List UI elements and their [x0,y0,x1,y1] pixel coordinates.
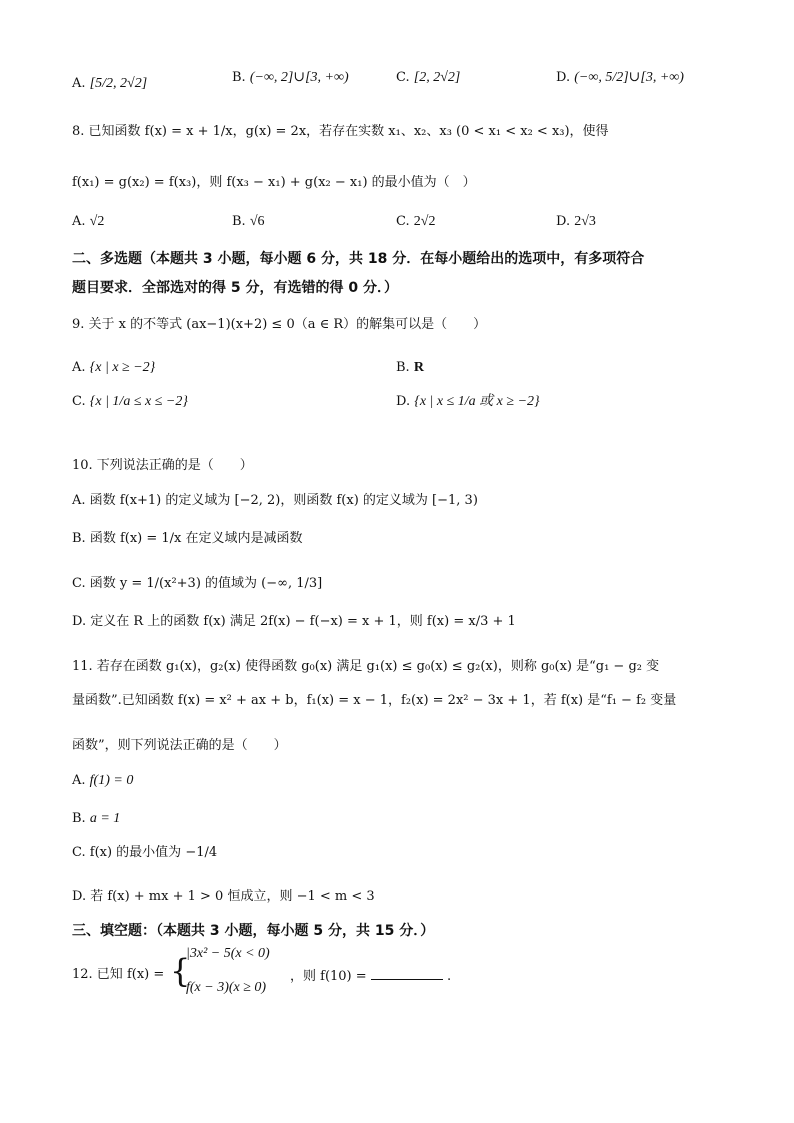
section-heading: 二、多选题（本题共 3 小题，每小题 6 分，共 18 分．在每小题给出的选项中，有多项符合 [72,251,645,267]
option-label: C. [72,576,86,591]
option-label: A. [72,493,86,508]
q11-option-c [72,843,734,863]
section-heading: 题目要求．全部选对的得 5 分，有选错的得 0 分．） [72,280,398,296]
option-label: B. [396,360,410,375]
option-label: D. [396,394,411,409]
option-expr: [2, 2√2] [413,70,461,85]
q10-option-a [72,491,734,511]
option-text: 函数 f(x+1) 的定义域为 [−2, 2)，则函数 f(x) 的定义域为 [−1, 3) [89,493,478,508]
q11-option-b [72,809,734,829]
option-label: B. [232,70,246,85]
option-label: D. [556,214,571,229]
q9-option-c [72,392,188,412]
option-expr: √6 [249,214,265,229]
option-label: C. [72,394,86,409]
q11-stem-line2: 量函数”.已知函数 f(x) = x² + ax + b，f₁(x) = x − 1，f₂(x) = 2x² − 3x + 1，若 f(x) 是“f₁ − f₂ 变量 [72,693,677,708]
option-expr: 2√2 [413,214,436,229]
q10-option-b [72,529,734,549]
option-label: D. [72,889,87,904]
q12-case2 [186,978,266,998]
q10-option-c [72,574,734,594]
q7-option-c [396,68,460,88]
option-label: C. [396,70,410,85]
option-expr: 2√3 [574,214,596,229]
q12-suffix [290,965,451,987]
q8-option-d [556,212,596,232]
q9-option-d [396,392,540,412]
q9-option-b [396,358,424,378]
q8-option-c [396,212,435,232]
q7-option-d [556,68,684,88]
period: . [446,969,452,984]
option-text: 若 f(x) + mx + 1 > 0 恒成立，则 −1 < m < 3 [90,889,375,904]
q10-stem: 10. 下列说法正确的是（ ） [72,458,253,473]
answer-blank[interactable] [371,965,443,980]
option-text: 定义在 R 上的函数 f(x) 满足 2f(x) − f(−x) = x + 1，则 f(x) = x/3 + 1 [90,614,516,629]
option-expr: [5/2, 2√2] [89,76,148,91]
q8-stem-line2: f(x₁) = g(x₂) = f(x₃)，则 f(x₃ − x₁) + g(x₂ − x₁) 的最小值为（ ） [72,175,476,190]
section2-heading-line1 [72,249,734,269]
option-text: 函数 y = 1/(x²+3) 的值域为 (−∞, 1/3] [89,576,323,591]
option-label: A. [72,76,86,91]
option-label: A. [72,214,86,229]
q11-stem-line1: 11. 若存在函数 g₁(x)，g₂(x) 使得函数 g₀(x) 满足 g₁(x) ≤ g₀(x) ≤ g₂(x)，则称 g₀(x) 是“g₁ − g₂ 变 [72,659,660,674]
q8-option-b [232,212,265,232]
question-text: 已知函数 f(x) = x + 1/x，g(x) = 2x，若存在实数 x₁、x₂、x₃ (0 < x₁ < x₂ < x₃)，使得 [88,124,609,139]
q9-stem: 9. 关于 x 的不等式 (ax−1)(x+2) ≤ 0（a ∈ R）的解集可以是（ ） [72,317,487,332]
option-expr: {x | x ≤ 1/a 或 x ≥ −2} [414,394,540,409]
option-expr: R [413,360,424,375]
q12-prefix: 12. 已知 f(x) = [72,967,165,982]
section2-heading-line2 [72,278,734,298]
option-expr: (−∞, 2]∪[3, +∞) [249,70,349,85]
question-number: 8. [72,124,85,139]
section3-heading [72,921,734,941]
q11-option-d [72,887,734,907]
q8-option-a [72,212,104,232]
q7-option-b [232,68,349,88]
piecewise-brace: { [170,952,191,990]
option-label: B. [72,811,86,826]
option-label: D. [72,614,87,629]
piecewise-case: |3x² − 5(x < 0) [186,946,270,961]
q11-option-a [72,771,734,791]
q7-option-a [72,74,147,94]
option-expr: (−∞, 5/2]∪[3, +∞) [574,70,684,85]
option-text: f(x) 的最小值为 −1/4 [89,845,218,860]
q8-stem-line1 [72,122,734,142]
q9-option-a [72,358,155,378]
option-expr: {x | x ≥ −2} [89,360,156,375]
q12-case1 [186,944,270,964]
option-label: B. [72,531,86,546]
option-label: C. [396,214,410,229]
option-text: f(1) = 0 [89,773,134,788]
q11-stem-line3: 函数”，则下列说法正确的是（ ） [72,738,287,753]
option-expr: √2 [89,214,105,229]
option-expr: {x | 1/a ≤ x ≤ −2} [89,394,188,409]
option-label: D. [556,70,571,85]
option-label: B. [232,214,246,229]
piecewise-case: f(x − 3)(x ≥ 0) [186,980,267,995]
question-text: ，则 f(10) = [290,969,371,984]
option-label: A. [72,360,86,375]
q10-option-d [72,612,734,632]
option-text: 函数 f(x) = 1/x 在定义域内是减函数 [89,531,303,546]
option-label: C. [72,845,86,860]
option-label: A. [72,773,86,788]
section-heading: 三、填空题：（本题共 3 小题，每小题 5 分，共 15 分．） [72,923,435,939]
option-text: a = 1 [89,811,121,826]
